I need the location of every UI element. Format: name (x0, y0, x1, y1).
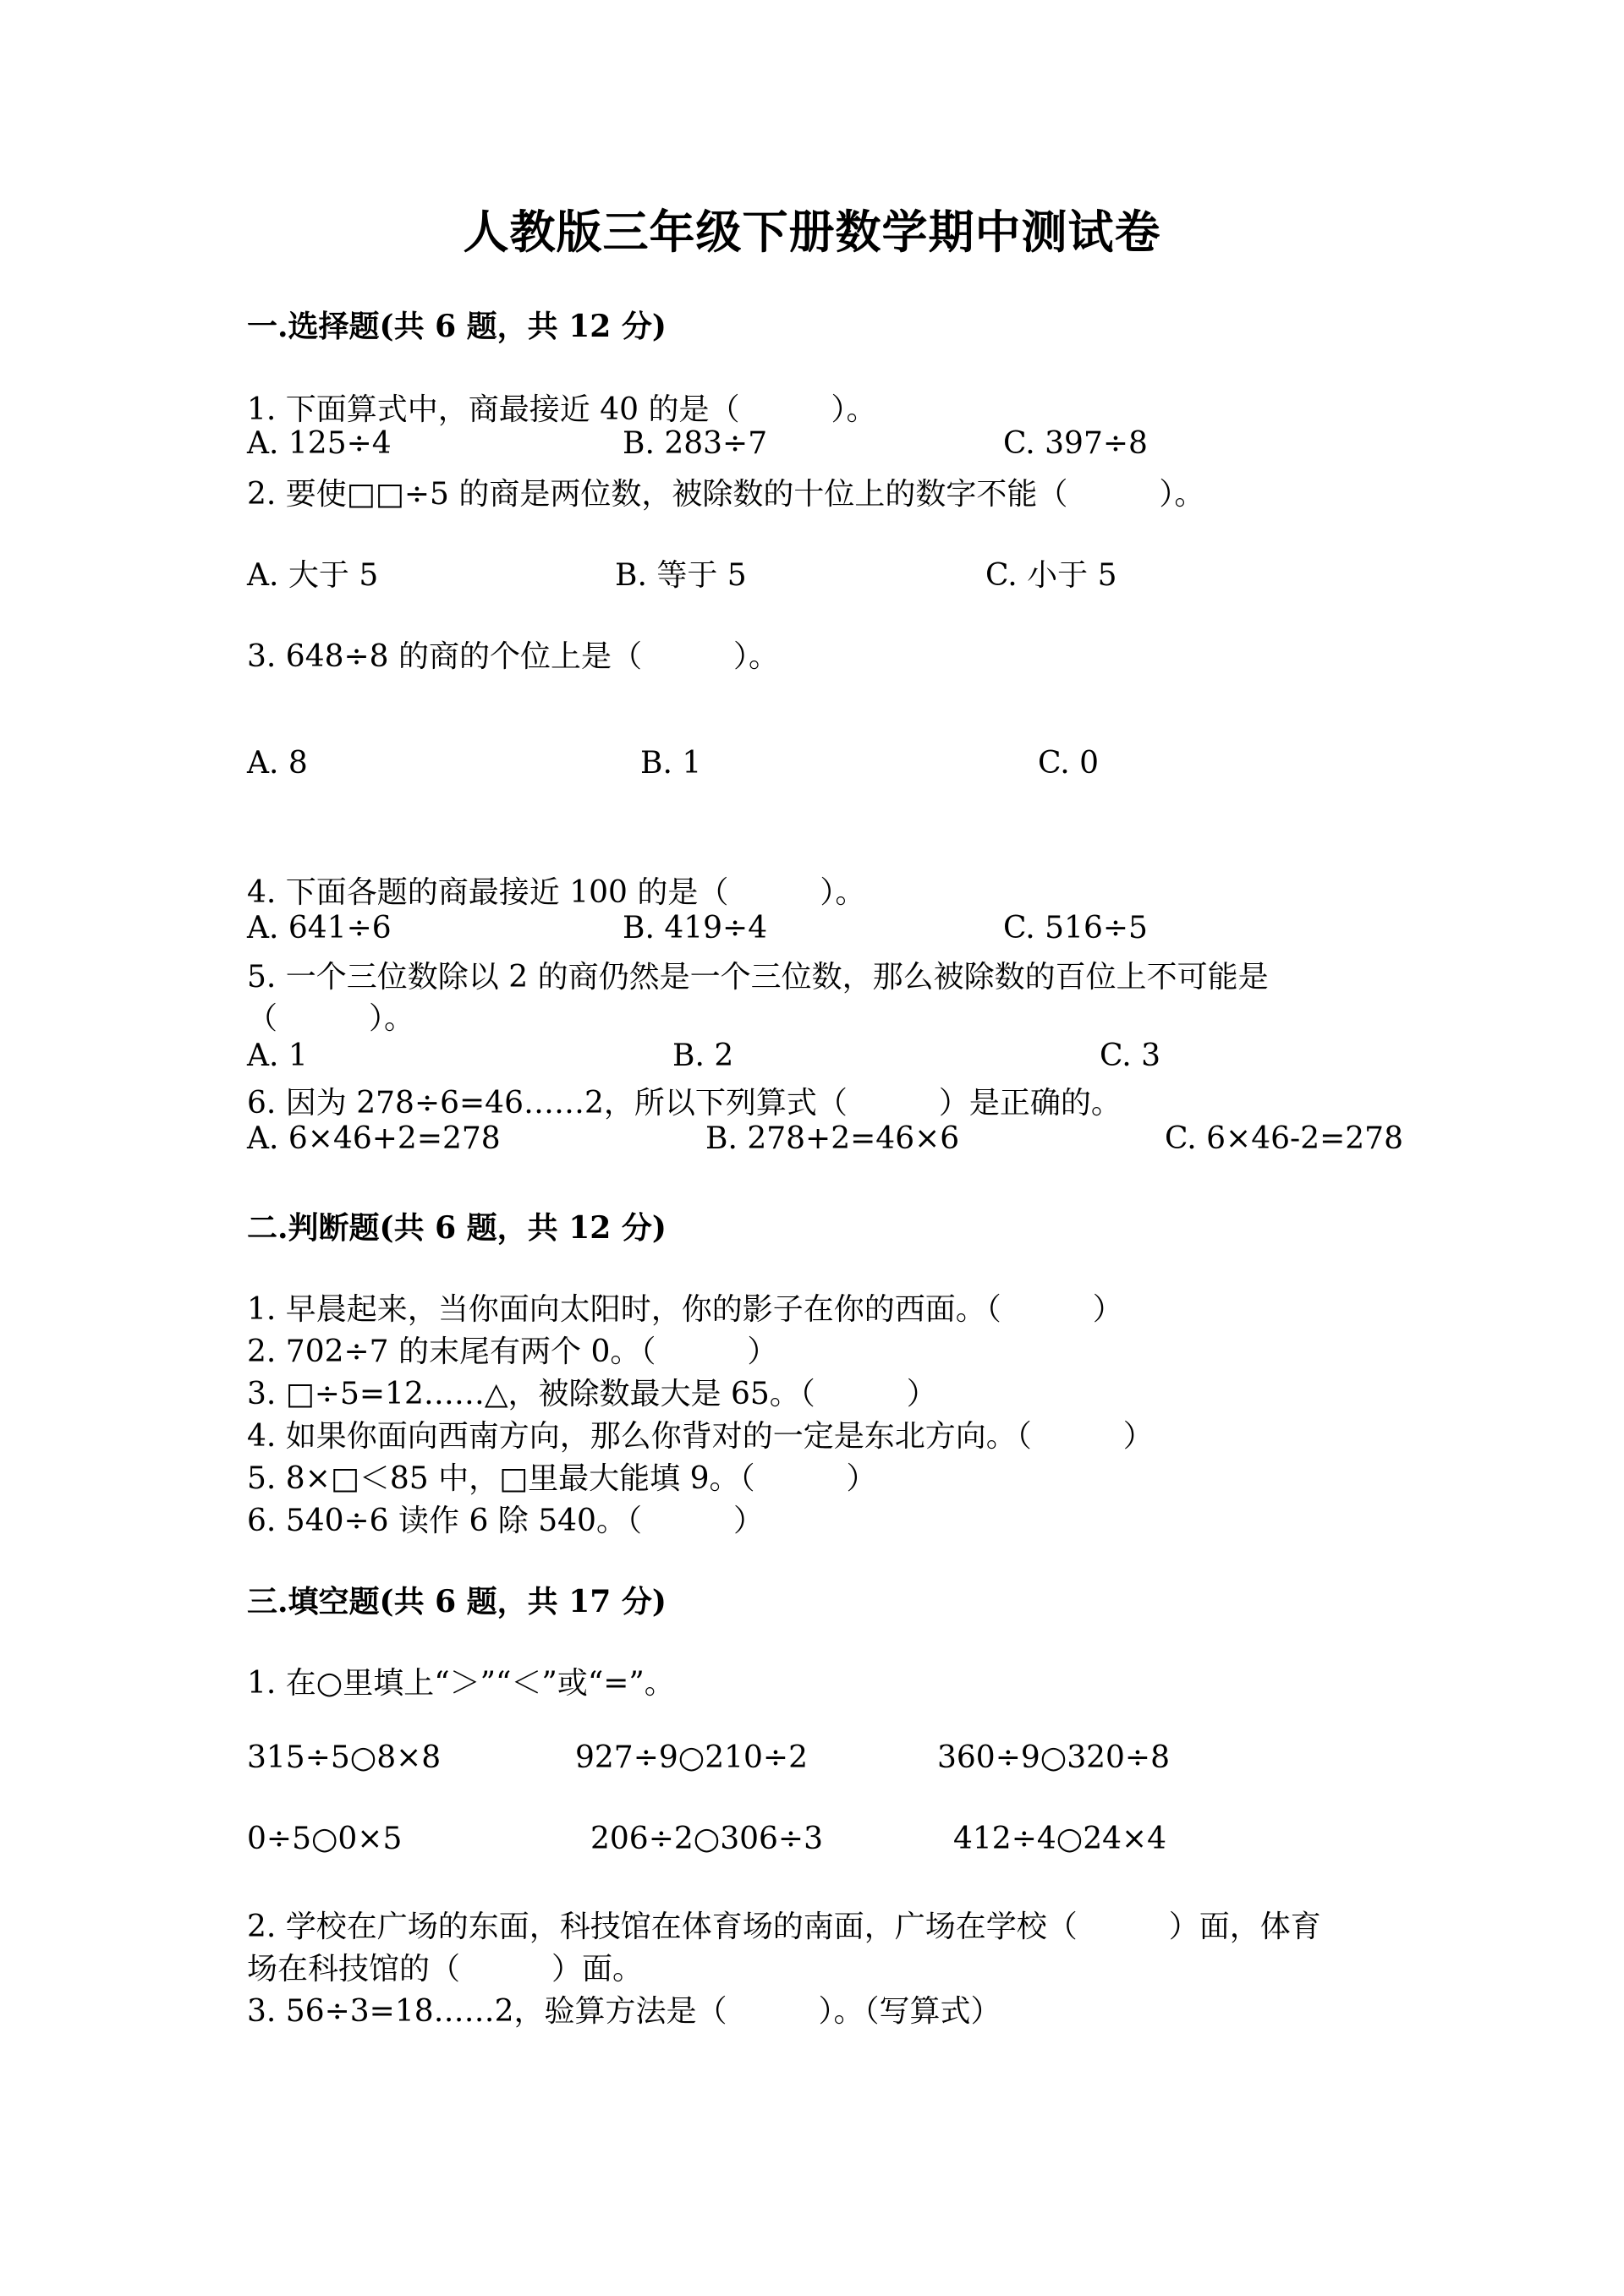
judgement-item: 2. 702÷7 的末尾有两个 0。（ ） (247, 1334, 778, 1369)
question-stem: 3. 56÷3=18……2，验算方法是（ ）。（写算式） (247, 1994, 1001, 2029)
question-stem-continued: 场在科技馆的（ ）面。 (247, 1952, 644, 1986)
option-b: B. 1 (640, 746, 702, 781)
option-c: C. 6×46-2=278 (1165, 1121, 1403, 1156)
option-a: A. 6×46+2=278 (247, 1121, 501, 1156)
option-a: A. 1 (247, 1038, 308, 1073)
comparison-expression: 0÷5○0×5 (247, 1822, 403, 1856)
judgement-item: 1. 早晨起来，当你面向太阳时，你的影子在你的西面。（ ） (247, 1292, 1123, 1327)
question-stem: 4. 下面各题的商最接近 100 的是（ ）。 (247, 875, 866, 910)
option-c: C. 516÷5 (1003, 911, 1148, 945)
section-heading-choice: 一.选择题(共 6 题，共 12 分) (247, 309, 667, 344)
option-a: A. 8 (247, 746, 308, 781)
judgement-item: 6. 540÷6 读作 6 除 540。（ ） (247, 1504, 764, 1538)
option-b: B. 2 (672, 1038, 734, 1073)
question-stem-continued: （ ）。 (247, 1001, 415, 1036)
page-title: 人教版三年级下册数学期中测试卷 (463, 205, 1161, 259)
option-a: A. 125÷4 (247, 426, 392, 461)
question-stem: 1. 在○里填上“＞”“＜”或“=”。 (247, 1666, 675, 1701)
option-a: A. 641÷6 (247, 911, 392, 945)
comparison-expression: 412÷4○24×4 (953, 1822, 1167, 1856)
option-c: C. 0 (1038, 746, 1100, 781)
section-heading-fill-blank: 三.填空题(共 6 题，共 17 分) (247, 1584, 667, 1619)
option-b: B. 419÷4 (623, 911, 768, 945)
option-c: C. 397÷8 (1003, 426, 1148, 461)
option-a: A. 大于 5 (247, 558, 379, 593)
option-b: B. 278+2=46×6 (705, 1121, 960, 1156)
comparison-expression: 360÷9○320÷8 (937, 1740, 1170, 1775)
option-c: C. 小于 5 (985, 558, 1117, 593)
judgement-item: 5. 8×□＜85 中，□里最大能填 9。（ ） (247, 1461, 877, 1496)
option-b: B. 等于 5 (615, 558, 747, 593)
question-stem: 3. 648÷8 的商的个位上是（ ）。 (247, 639, 780, 674)
question-stem: 2. 要使□□÷5 的商是两位数，被除数的十位上的数字不能（ ）。 (247, 477, 1205, 512)
option-b: B. 283÷7 (623, 426, 768, 461)
section-heading-judgement: 二.判断题(共 6 题，共 12 分) (247, 1210, 667, 1246)
judgement-item: 3. □÷5=12……△，被除数最大是 65。（ ） (247, 1377, 937, 1411)
judgement-item: 4. 如果你面向西南方向，那么你背对的一定是东北方向。（ ） (247, 1419, 1154, 1454)
comparison-expression: 206÷2○306÷3 (590, 1822, 823, 1856)
question-stem: 2. 学校在广场的东面，科技馆在体育场的南面，广场在学校（ ）面，体育 (247, 1910, 1321, 1944)
question-stem: 6. 因为 278÷6=46……2，所以下列算式（ ）是正确的。 (247, 1086, 1122, 1121)
option-c: C. 3 (1100, 1038, 1161, 1073)
question-stem: 1. 下面算式中，商最接近 40 的是（ ）。 (247, 392, 877, 427)
comparison-expression: 927÷9○210÷2 (575, 1740, 808, 1775)
question-stem: 5. 一个三位数除以 2 的商仍然是一个三位数，那么被除数的百位上不可能是 (247, 960, 1269, 995)
comparison-expression: 315÷5○8×8 (247, 1740, 442, 1775)
